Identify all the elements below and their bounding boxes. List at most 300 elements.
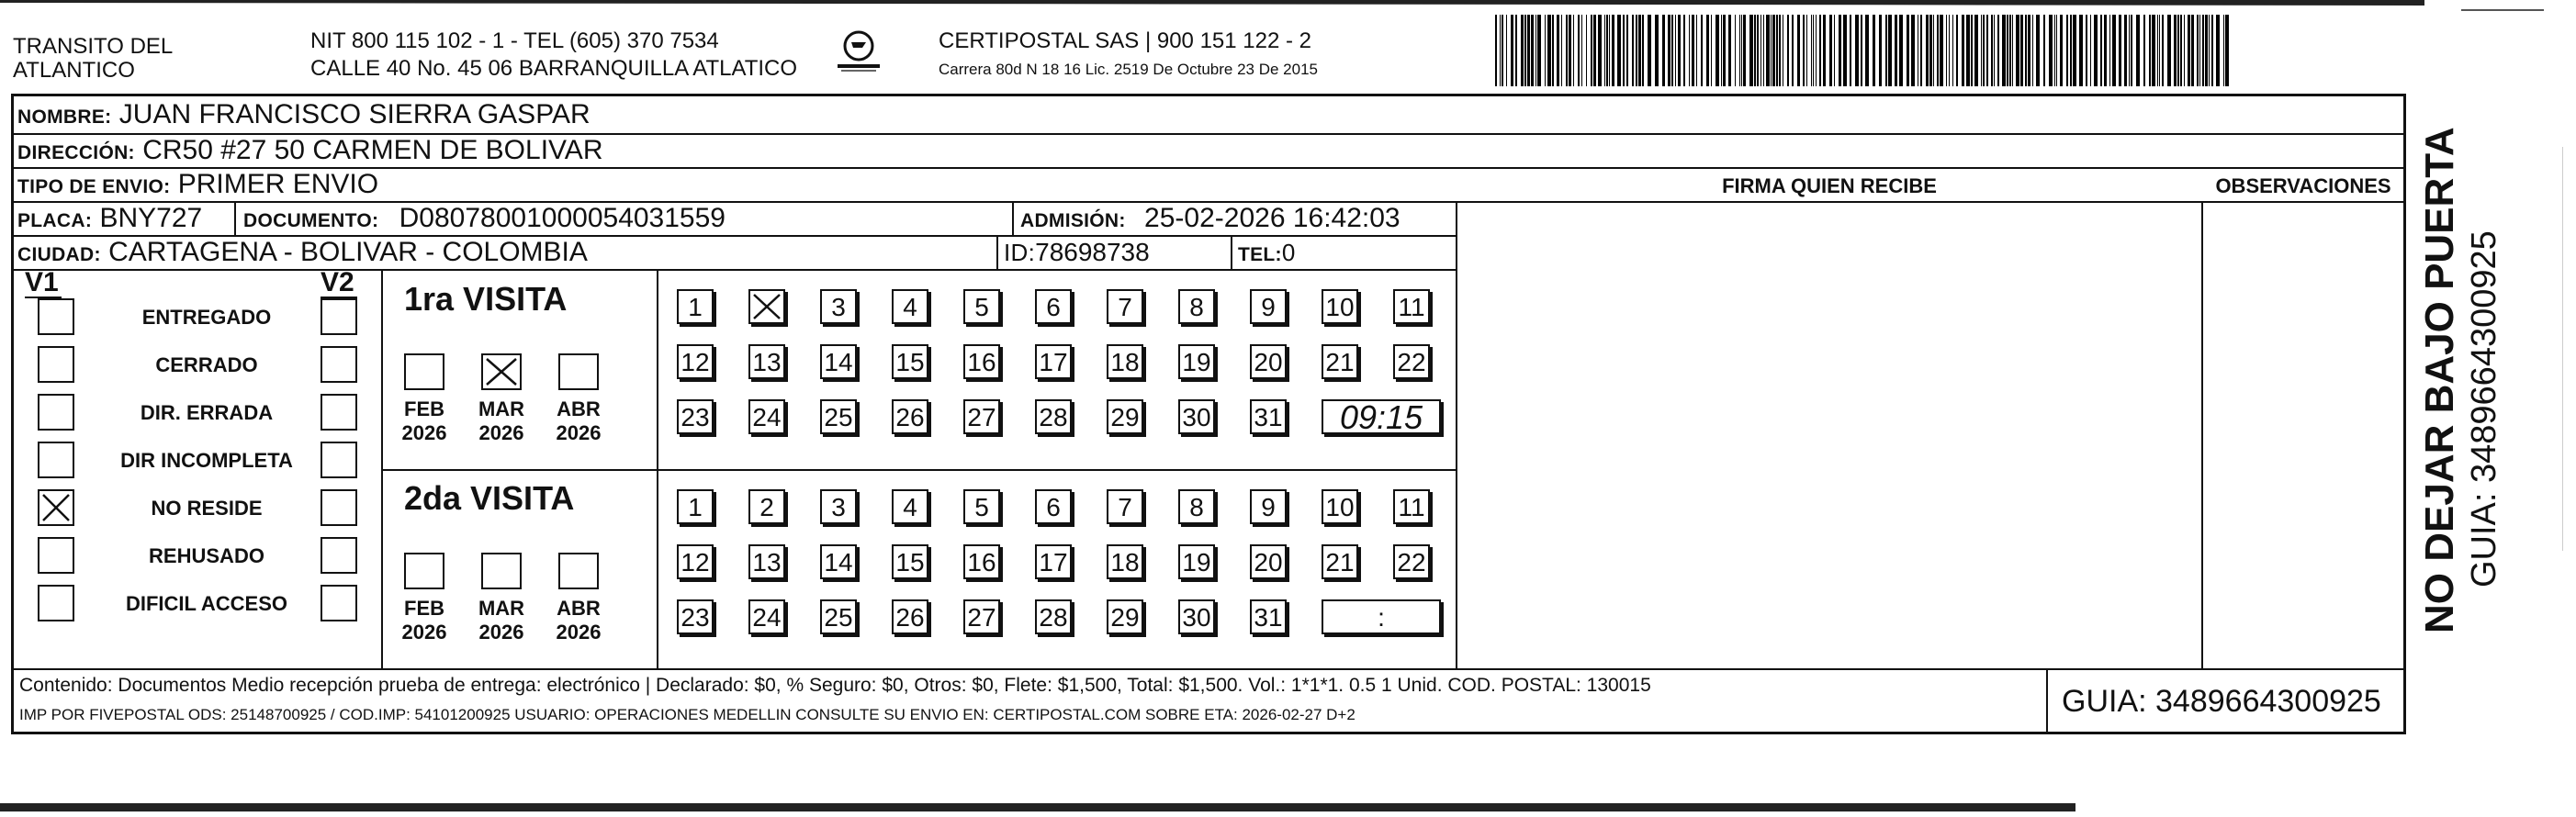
barcode-bar bbox=[2180, 15, 2182, 86]
barcode-bar bbox=[2119, 15, 2121, 86]
day-box[interactable]: 8 bbox=[1178, 289, 1215, 324]
barcode-bar bbox=[1772, 15, 1775, 86]
barcode-bar bbox=[2002, 15, 2006, 86]
barcode-bar bbox=[1991, 15, 1993, 86]
barcode-bar bbox=[1678, 15, 1681, 86]
barcode-bar bbox=[1531, 15, 1534, 86]
footer-contents: Contenido: Documentos Medio recepción prueba de entrega: electrónico | Declarado: $0, % Seguro: $0, Otros: $0, Flete: $1,500, Total: $1,500. Vol.: 1*1*1. 0.5 1 Unid. COD. POSTAL: 130015 bbox=[19, 675, 1651, 696]
day-box[interactable]: 13 bbox=[748, 544, 785, 579]
day-box[interactable]: 7 bbox=[1107, 489, 1143, 524]
barcode-bar bbox=[2100, 15, 2102, 86]
day-box[interactable]: 8 bbox=[1178, 489, 1215, 524]
barcode-bar bbox=[2090, 15, 2091, 86]
barcode-bar bbox=[1632, 15, 1634, 86]
barcode-bar bbox=[1819, 15, 1821, 86]
day-box[interactable]: 1 bbox=[677, 289, 714, 324]
barcode-bar bbox=[2131, 15, 2132, 86]
day-box[interactable]: 7 bbox=[1107, 289, 1143, 324]
barcode-bar bbox=[1662, 15, 1665, 86]
day-box[interactable]: 19 bbox=[1178, 344, 1215, 379]
v2-checkbox[interactable] bbox=[321, 537, 357, 574]
direccion-value: CR50 #27 50 CARMEN DE BOLIVAR bbox=[142, 135, 603, 165]
v1-checkbox[interactable] bbox=[38, 442, 74, 478]
tipo-label: TIPO DE ENVIO: bbox=[17, 176, 171, 197]
day-box[interactable]: 20 bbox=[1250, 344, 1287, 379]
v1-checkbox[interactable] bbox=[38, 537, 74, 574]
barcode-bar bbox=[1706, 15, 1709, 86]
admision-value: 25-02-2026 16:42:03 bbox=[1144, 203, 1400, 233]
top-border-line bbox=[0, 0, 2424, 6]
day-box[interactable]: 31 bbox=[1250, 399, 1287, 434]
documento-cell bbox=[243, 203, 726, 237]
barcode-bar bbox=[2184, 15, 2185, 86]
barcode-bar bbox=[1956, 15, 1958, 86]
barcode-bar bbox=[1766, 15, 1770, 86]
barcode-bar bbox=[1545, 15, 1546, 86]
v2-checkbox[interactable] bbox=[321, 585, 357, 621]
barcode-bar bbox=[1593, 15, 1596, 86]
barcode-bar bbox=[2028, 15, 2030, 86]
barcode-bar bbox=[1855, 15, 1859, 86]
barcode-bar bbox=[2191, 15, 2194, 86]
barcode-bar bbox=[1757, 15, 1759, 86]
barcode-bar bbox=[2152, 15, 2155, 86]
barcode-bar bbox=[1521, 15, 1524, 86]
barcode-bar bbox=[1573, 15, 1574, 86]
barcode-bar bbox=[1865, 15, 1869, 86]
barcode-bar bbox=[1636, 15, 1637, 86]
barcode-bar bbox=[2086, 15, 2087, 86]
barcode-bar bbox=[1754, 15, 1756, 86]
barcode-bar bbox=[2066, 15, 2068, 86]
barcode-bar bbox=[1797, 15, 1800, 86]
barcode-bar bbox=[1926, 15, 1929, 86]
x-mark-icon bbox=[750, 291, 783, 322]
status-section bbox=[14, 269, 381, 668]
side-rule-right bbox=[2562, 147, 2563, 551]
company-name-line2: ATLANTICO bbox=[13, 58, 135, 83]
barcode-bar bbox=[1537, 15, 1541, 86]
barcode-bar bbox=[1885, 15, 1887, 86]
barcode-bar bbox=[1617, 15, 1621, 86]
month-checkbox[interactable] bbox=[558, 553, 599, 589]
barcode-bar bbox=[2036, 15, 2040, 86]
day-box[interactable]: 24 bbox=[748, 399, 785, 434]
barcode-bar bbox=[1834, 15, 1835, 86]
month-label: ABR bbox=[557, 397, 601, 420]
month-year-label: 2026 bbox=[556, 421, 602, 444]
day-box[interactable]: 10 bbox=[1322, 489, 1358, 524]
status-label: NO RESIDE bbox=[151, 497, 263, 520]
barcode-bar bbox=[1911, 15, 1915, 86]
day-box[interactable]: 30 bbox=[1178, 599, 1215, 634]
admision-cell bbox=[1020, 203, 1400, 237]
ciudad-cell bbox=[17, 237, 588, 271]
barcode-bar bbox=[1675, 15, 1676, 86]
day-box[interactable]: 21 bbox=[1322, 544, 1358, 579]
barcode-bar bbox=[1735, 15, 1736, 86]
day-box[interactable]: 22 bbox=[1393, 344, 1430, 379]
status-row bbox=[14, 537, 381, 577]
barcode-bar bbox=[1739, 15, 1740, 86]
barcode-bar bbox=[1997, 15, 1999, 86]
id-label: ID: bbox=[1004, 239, 1036, 266]
status-row bbox=[14, 394, 381, 434]
month-year-label: 2026 bbox=[478, 621, 524, 644]
first-visit-title: 1ra VISITA bbox=[404, 280, 568, 318]
barcode-bar bbox=[1981, 15, 1982, 86]
v2-checkbox[interactable] bbox=[321, 298, 357, 335]
certipostal-logo bbox=[832, 28, 885, 75]
barcode-bar bbox=[1888, 15, 1892, 86]
day-box[interactable]: 28 bbox=[1035, 599, 1072, 634]
day-box[interactable]: 5 bbox=[963, 489, 1000, 524]
day-box[interactable]: 11 bbox=[1393, 289, 1430, 324]
day-box[interactable]: 20 bbox=[1250, 544, 1287, 579]
barcode-bar bbox=[1626, 15, 1628, 86]
observaciones-header: OBSERVACIONES bbox=[2215, 174, 2391, 197]
barcode-bar bbox=[1648, 15, 1651, 86]
day-box[interactable]: 3 bbox=[820, 489, 857, 524]
status-row bbox=[14, 298, 381, 339]
barcode-bar bbox=[1692, 15, 1694, 86]
signature-area[interactable] bbox=[1457, 201, 2201, 668]
barcode-bar bbox=[1776, 15, 1778, 86]
barcode-bar bbox=[1515, 15, 1517, 86]
barcode-bar bbox=[1971, 15, 1973, 86]
day-box[interactable]: 27 bbox=[963, 599, 1000, 634]
footer-guia: GUIA: 3489664300925 bbox=[2062, 684, 2381, 719]
barcode-bar bbox=[1986, 15, 1988, 86]
v2-header: V2 bbox=[321, 269, 357, 298]
barcode-bar bbox=[2205, 15, 2208, 86]
barcode-bar bbox=[1899, 15, 1903, 86]
barcode-bar bbox=[1952, 15, 1953, 86]
barcode-bar bbox=[2143, 15, 2145, 86]
barcode-bar bbox=[1962, 15, 1964, 86]
day-box[interactable]: 25 bbox=[820, 399, 857, 434]
v1-header: V1 bbox=[25, 269, 62, 298]
second-visit-title: 2da VISITA bbox=[404, 479, 575, 517]
barcode-bar bbox=[1816, 15, 1817, 86]
barcode-bar bbox=[2136, 15, 2140, 86]
v2-checkbox[interactable] bbox=[321, 394, 357, 431]
barcode-bar bbox=[2094, 15, 2098, 86]
day-box[interactable]: 4 bbox=[892, 489, 928, 524]
visit-time-box[interactable]: : bbox=[1322, 599, 1441, 634]
day-box[interactable]: 5 bbox=[963, 289, 1000, 324]
barcode-bar bbox=[1811, 15, 1812, 86]
barcode-bar bbox=[1920, 15, 1922, 86]
day-box[interactable]: 13 bbox=[748, 344, 785, 379]
barcode-bar bbox=[2124, 15, 2127, 86]
barcode-bar bbox=[1907, 15, 1909, 86]
barcode-bar bbox=[2056, 15, 2057, 86]
nombre-row bbox=[17, 99, 591, 133]
direccion-row bbox=[17, 135, 603, 169]
barcode-bar bbox=[1561, 15, 1562, 86]
barcode-bar bbox=[1803, 15, 1805, 86]
barcode-bar bbox=[1642, 15, 1644, 86]
day-box[interactable]: 19 bbox=[1178, 544, 1215, 579]
day-box[interactable]: 12 bbox=[677, 544, 714, 579]
barcode-bar bbox=[1598, 15, 1602, 86]
day-box[interactable]: 21 bbox=[1322, 344, 1358, 379]
day-box[interactable]: 23 bbox=[677, 399, 714, 434]
barcode-bar bbox=[1949, 15, 1950, 86]
barcode-bar bbox=[1983, 15, 1985, 86]
month-checkbox[interactable] bbox=[481, 553, 522, 589]
day-box[interactable]: 17 bbox=[1035, 544, 1072, 579]
day-box[interactable]: 3 bbox=[820, 289, 857, 324]
barcode-bar bbox=[1895, 15, 1897, 86]
barcode-bar bbox=[1552, 15, 1554, 86]
barcode-bar bbox=[1749, 15, 1753, 86]
v2-checkbox[interactable] bbox=[321, 442, 357, 478]
month-label: MAR bbox=[478, 597, 525, 620]
barcode-bar bbox=[2049, 15, 2053, 86]
day-box[interactable]: 26 bbox=[892, 599, 928, 634]
v2-checkbox[interactable] bbox=[321, 346, 357, 383]
barcode-bar bbox=[1502, 15, 1503, 86]
status-label: CERRADO bbox=[155, 353, 258, 376]
barcode-bar bbox=[1683, 15, 1685, 86]
day-box[interactable]: 1 bbox=[677, 489, 714, 524]
day-box[interactable]: 25 bbox=[820, 599, 857, 634]
nit-line: NIT 800 115 102 - 1 - TEL (605) 370 7534 bbox=[310, 28, 719, 53]
month-label: MAR bbox=[478, 397, 525, 420]
barcode-bar bbox=[2020, 15, 2023, 86]
tel-value: 0 bbox=[1281, 239, 1296, 266]
v1-checkbox[interactable] bbox=[38, 585, 74, 621]
barcode-bar bbox=[2162, 15, 2164, 86]
barcode-bar bbox=[1495, 15, 1497, 86]
barcode-bar bbox=[2007, 15, 2008, 86]
barcode-bar bbox=[1946, 15, 1947, 86]
month-label: ABR bbox=[557, 597, 601, 620]
v1-checkbox[interactable] bbox=[38, 298, 74, 335]
barcode-bar bbox=[2025, 15, 2027, 86]
barcode-bar bbox=[1741, 15, 1742, 86]
barcode-bar bbox=[1763, 15, 1764, 86]
barcode-bar bbox=[1511, 15, 1513, 86]
barcode-bar bbox=[1578, 15, 1580, 86]
day-box[interactable]: 16 bbox=[963, 344, 1000, 379]
status-label: DIR INCOMPLETA bbox=[120, 449, 293, 472]
id-value: 78698738 bbox=[1035, 238, 1150, 266]
barcode-bar bbox=[1929, 15, 1932, 86]
barcode-bar bbox=[2009, 15, 2011, 86]
barcode-bar bbox=[2043, 15, 2045, 86]
barcode-bar bbox=[1861, 15, 1862, 86]
day-box[interactable]: 9 bbox=[1250, 489, 1287, 524]
side-guia: GUIA: 3489664300925 bbox=[2465, 230, 2503, 588]
day-box[interactable]: 15 bbox=[892, 344, 928, 379]
barcode-bar bbox=[1843, 15, 1847, 86]
ciudad-value: CARTAGENA - BOLIVAR - COLOMBIA bbox=[108, 237, 588, 267]
day-box[interactable]: 6 bbox=[1035, 289, 1072, 324]
placa-cell bbox=[17, 203, 202, 237]
barcode-bar bbox=[1604, 15, 1605, 86]
barcode-bar bbox=[2060, 15, 2063, 86]
barcode-bar bbox=[2223, 15, 2224, 86]
barcode-bar bbox=[2225, 15, 2229, 86]
day-box[interactable]: 22 bbox=[1393, 544, 1430, 579]
no-dejar-warning: NO DEJAR BAJO PUERTA bbox=[2417, 127, 2462, 633]
day-box[interactable]: 11 bbox=[1393, 489, 1430, 524]
month-checkbox[interactable] bbox=[558, 353, 599, 390]
barcode-bar bbox=[1743, 15, 1746, 86]
barcode-bar bbox=[1839, 15, 1841, 86]
status-row bbox=[14, 489, 381, 530]
day-box[interactable]: 6 bbox=[1035, 489, 1072, 524]
v2-checkbox[interactable] bbox=[321, 489, 357, 526]
barcode-bar bbox=[1974, 15, 1978, 86]
barcode-bar bbox=[1879, 15, 1882, 86]
barcode-bar bbox=[2167, 15, 2171, 86]
barcode-bar bbox=[1715, 15, 1719, 86]
barcode bbox=[1495, 15, 2230, 86]
day-box[interactable]: 18 bbox=[1107, 544, 1143, 579]
v1-checkbox[interactable] bbox=[38, 346, 74, 383]
day-box[interactable]: 14 bbox=[820, 344, 857, 379]
barcode-bar bbox=[2157, 15, 2158, 86]
documento-value: D08078001000054031559 bbox=[399, 203, 726, 233]
day-box[interactable]: 31 bbox=[1250, 599, 1287, 634]
month-year-label: 2026 bbox=[401, 421, 447, 444]
month-checkbox[interactable] bbox=[404, 553, 444, 589]
tel-label: TEL: bbox=[1238, 244, 1282, 265]
day-box[interactable]: 14 bbox=[820, 544, 857, 579]
status-label: DIR. ERRADA bbox=[140, 401, 274, 424]
barcode-bar bbox=[1581, 15, 1582, 86]
day-box[interactable]: 10 bbox=[1322, 289, 1358, 324]
tel-cell bbox=[1238, 237, 1295, 271]
tipo-row bbox=[17, 169, 378, 203]
day-box[interactable]: 9 bbox=[1250, 289, 1287, 324]
barcode-bar bbox=[1721, 15, 1722, 86]
barcode-bar bbox=[2054, 15, 2055, 86]
firma-header: FIRMA QUIEN RECIBE bbox=[1722, 174, 1937, 197]
observations-area[interactable] bbox=[2203, 201, 2403, 668]
barcode-bar bbox=[2032, 15, 2033, 86]
month-year-label: 2026 bbox=[556, 621, 602, 644]
id-cell bbox=[1004, 237, 1150, 268]
barcode-bar bbox=[2188, 15, 2190, 86]
barcode-bar bbox=[1933, 15, 1934, 86]
barcode-bar bbox=[1873, 15, 1875, 86]
day-box[interactable] bbox=[748, 289, 785, 324]
barcode-bar bbox=[1655, 15, 1659, 86]
barcode-bar bbox=[1787, 15, 1789, 86]
placa-value: BNY727 bbox=[99, 203, 203, 233]
month-label: FEB bbox=[404, 397, 444, 420]
month-year-label: 2026 bbox=[478, 421, 524, 444]
day-box[interactable]: 30 bbox=[1178, 399, 1215, 434]
barcode-bar bbox=[1823, 15, 1826, 86]
day-box[interactable]: 2 bbox=[748, 489, 785, 524]
barcode-bar bbox=[1535, 15, 1536, 86]
day-box[interactable]: 27 bbox=[963, 399, 1000, 434]
barcode-bar bbox=[1771, 15, 1772, 86]
barcode-bar bbox=[1527, 15, 1530, 86]
barcode-bar bbox=[1966, 15, 1970, 86]
v1-checkbox[interactable] bbox=[38, 489, 74, 526]
day-box[interactable]: 23 bbox=[677, 599, 714, 634]
barcode-bar bbox=[1723, 15, 1726, 86]
barcode-bar bbox=[1850, 15, 1851, 86]
barcode-bar bbox=[1813, 15, 1814, 86]
day-box[interactable]: 12 bbox=[677, 344, 714, 379]
v1-checkbox[interactable] bbox=[38, 394, 74, 431]
x-mark-icon bbox=[39, 491, 73, 524]
x-mark-icon bbox=[483, 355, 520, 388]
barcode-bar bbox=[1779, 15, 1781, 86]
barcode-bar bbox=[1612, 15, 1614, 86]
month-checkbox[interactable] bbox=[404, 353, 444, 390]
barcode-bar bbox=[2216, 15, 2220, 86]
day-box[interactable]: 29 bbox=[1107, 399, 1143, 434]
day-box[interactable]: 18 bbox=[1107, 344, 1143, 379]
barcode-bar bbox=[1760, 15, 1761, 86]
company-name-line1: TRANSITO DEL bbox=[13, 34, 174, 59]
barcode-bar bbox=[1547, 15, 1551, 86]
barcode-bar bbox=[2129, 15, 2130, 86]
barcode-bar bbox=[2012, 15, 2013, 86]
barcode-bar bbox=[1689, 15, 1690, 86]
day-box[interactable]: 16 bbox=[963, 544, 1000, 579]
day-box[interactable]: 24 bbox=[748, 599, 785, 634]
barcode-bar bbox=[2209, 15, 2210, 86]
barcode-bar bbox=[2149, 15, 2151, 86]
day-box[interactable]: 28 bbox=[1035, 399, 1072, 434]
day-box[interactable]: 17 bbox=[1035, 344, 1072, 379]
visit-time-box[interactable]: 09:15 bbox=[1322, 399, 1441, 434]
barcode-bar bbox=[2016, 15, 2019, 86]
logo-icon bbox=[832, 28, 885, 75]
barcode-bar bbox=[1671, 15, 1673, 86]
barcode-bar bbox=[2104, 15, 2107, 86]
barcode-bar bbox=[2079, 15, 2083, 86]
barcode-bar bbox=[2211, 15, 2213, 86]
day-box[interactable]: 29 bbox=[1107, 599, 1143, 634]
side-rule bbox=[2461, 9, 2544, 11]
day-box[interactable]: 26 bbox=[892, 399, 928, 434]
barcode-bar bbox=[1569, 15, 1571, 86]
status-row bbox=[14, 585, 381, 625]
courier-line: CERTIPOSTAL SAS | 900 151 122 - 2 bbox=[939, 28, 1311, 53]
barcode-bar bbox=[1638, 15, 1641, 86]
barcode-bar bbox=[1591, 15, 1592, 86]
barcode-bar bbox=[1940, 15, 1943, 86]
day-box[interactable]: 4 bbox=[892, 289, 928, 324]
barcode-bar bbox=[2174, 15, 2177, 86]
barcode-bar bbox=[2109, 15, 2110, 86]
documento-label: DOCUMENTO: bbox=[243, 210, 379, 231]
status-label: DIFICIL ACCESO bbox=[125, 592, 287, 615]
nombre-value: JUAN FRANCISCO SIERRA GASPAR bbox=[118, 99, 591, 129]
barcode-bar bbox=[1829, 15, 1832, 86]
barcode-bar bbox=[2112, 15, 2116, 86]
month-checkbox[interactable] bbox=[481, 353, 522, 390]
barcode-bar bbox=[1557, 15, 1559, 86]
month-year-label: 2026 bbox=[401, 621, 447, 644]
status-row bbox=[14, 442, 381, 482]
nombre-label: NOMBRE: bbox=[17, 106, 112, 128]
barcode-bar bbox=[2070, 15, 2072, 86]
address-line: CALLE 40 No. 45 06 BARRANQUILLA ATLATICO bbox=[310, 56, 798, 81]
day-box[interactable]: 15 bbox=[892, 544, 928, 579]
